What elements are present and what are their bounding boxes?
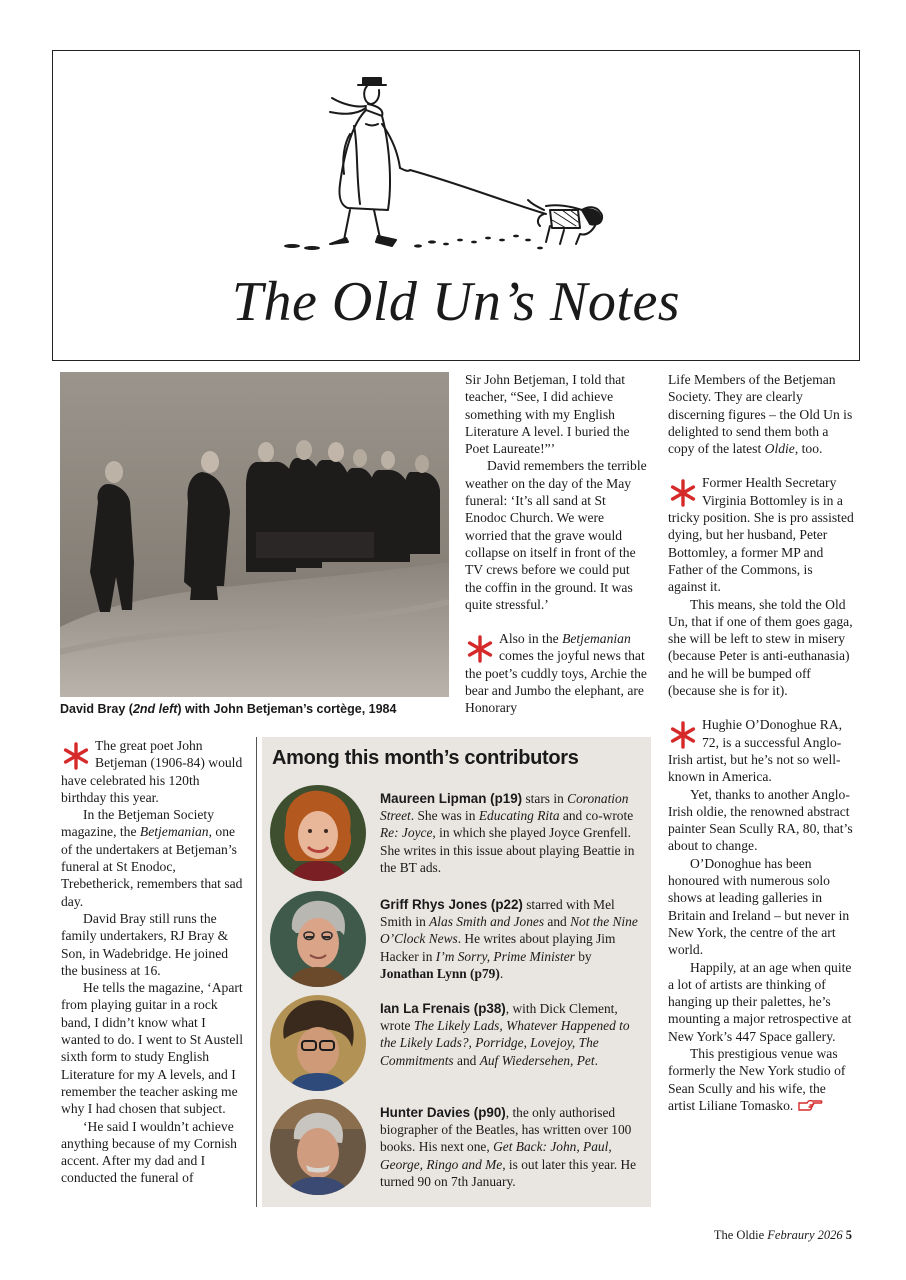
italic-text: Re: Joyce (380, 825, 433, 841)
col3-p8: This prestigious venue was formerly the New York studio of Sean Scully and his wife, the artist Liliane Tomasko. (668, 1045, 846, 1113)
page-number: 5 (845, 1228, 852, 1242)
contributors-box (262, 737, 651, 1207)
contributor-name: Hunter Davies (p90) (380, 1105, 506, 1120)
col1-p1: The great poet John Betjeman (1906-84) would have celebrated his 120th birthday this year. (61, 738, 243, 805)
text: , (523, 1035, 531, 1051)
col3-p4: Hughie O’Donoghue RA, 72, is a successful Anglo-Irish artist, but he’s not so well-known in America. (668, 717, 843, 785)
contributor-text (380, 1000, 645, 1069)
caption-rest: ) with John Betjeman’s cortège, 1984 (177, 702, 397, 716)
page-title: The Old Un’s Notes (231, 271, 681, 333)
col1-p2a: In the Betjeman Society magazine, the (61, 807, 214, 840)
col3-p1-italic: Oldie (764, 441, 795, 457)
text: starred with Mel Smith in (380, 897, 615, 930)
article-column-1 (61, 737, 245, 1187)
text: . She was in (410, 808, 479, 824)
article-column-2 (465, 371, 649, 717)
text: and co-wrote (559, 808, 634, 824)
photo-caption (60, 702, 460, 716)
pointing-hand-icon (797, 1098, 823, 1112)
avatar (270, 995, 366, 1091)
bold-text: Jonathan Lynn (p79) (380, 965, 500, 981)
old-un-walking-dog-illustration (270, 64, 630, 264)
italic-text: The Likely Lads, Whatever Happened to the Likely Lads?, Porridge (380, 1018, 630, 1051)
col1-p4: He tells the magazine, ‘Apart from playing guitar in a rock band, I didn’t know what I wanted to do. I went to St Austell sixth form to study English Literature for my A levels, and I remember the teacher asking me why I had chosen that subject. (61, 980, 243, 1117)
asterisk-icon (465, 632, 495, 666)
text: , the only authorised biographer of the Beatles, has written over 100 books. His next one, (380, 1105, 632, 1155)
avatar (270, 1099, 366, 1195)
col2-p2: David remembers the terrible weather on the day of the May funeral: ‘It’s all sand at St Enodoc Church. We were worried that the grave would collapse on itself in front of the TV crews before we could put the coffin in the ground. It was quite stressful.’ (465, 458, 647, 612)
footer-issue: Febraury 2026 (767, 1228, 843, 1242)
contributor-text (380, 790, 645, 876)
caption-name: David Bray ( (60, 702, 133, 716)
italic-text: Educating Rita (478, 808, 560, 824)
asterisk-icon (668, 718, 698, 752)
italic-text: Auf Wiedersehen, Pet (479, 1052, 595, 1068)
text: and (544, 914, 571, 930)
col3-p1b: , too. (794, 441, 823, 457)
avatar (270, 785, 366, 881)
col3-p5: Yet, thanks to another Anglo-Irish oldie, the renowned abstract painter Sean Scully RA, 80, that’s about to change. (668, 786, 853, 854)
contributor-name: Maureen Lipman (p19) (380, 791, 523, 806)
contributor-name: Griff Rhys Jones (p22) (380, 897, 523, 912)
caption-italic: 2nd left (132, 702, 178, 716)
page-footer (714, 1228, 852, 1243)
asterisk-icon (668, 476, 698, 510)
italic-text: Alas Smith and Jones (429, 914, 545, 930)
contributor-name: Ian La Frenais (p38) (380, 1001, 506, 1016)
italic-text: Lovejoy, The Commitments (380, 1035, 599, 1068)
italic-text: Coronation Street (380, 791, 629, 824)
col2-p3b: comes the joyful news that the poet’s cuddly toys, Archie the bear and Jumbo the elephant, are Honorary (465, 648, 647, 716)
text: . He writes about playing Jim Hacker in (380, 931, 616, 964)
col1-p2b: , one of the undertakers at Betjeman’s funeral at St Enodoc, Trebetherick, remembers that sad day. (61, 824, 243, 909)
col2-p3-italic: Betjemanian (562, 631, 631, 647)
col2-p3a: Also in the (499, 631, 563, 647)
col3-p6: O’Donoghue has been honoured with numerous solo shows at leading galleries in Britain and Ireland – but never in New York, the centre of the art world. (668, 855, 850, 958)
text: , with Dick Clement, wrote (380, 1001, 618, 1034)
text: , is out later this year. He turned 90 on 7th January. (380, 1156, 637, 1189)
masthead-rule (52, 360, 860, 361)
italic-text: Not the Nine O’Clock News (380, 914, 638, 947)
contributor-text (380, 1104, 645, 1190)
col1-p3: David Bray still runs the family undertakers, RJ Bray & Son, in Wadebridge. He joined the business at 16. (61, 910, 229, 978)
text: stars in (522, 791, 568, 806)
col2-p1: Sir John Betjeman, I told that teacher, “See, I did achieve something with my English Literature A level. I buried the Poet Laureate!”’ (465, 372, 630, 457)
text: . (499, 965, 504, 981)
betjeman-cortege-photo (60, 372, 449, 697)
text: . (594, 1052, 598, 1068)
italic-text: Get Back: John, Paul, George, Ringo and Me (380, 1139, 612, 1172)
text: and (453, 1052, 480, 1068)
avatar (270, 891, 366, 987)
text: , in which she played Joyce Grenfell. She writes in this issue about playing Beattie in the BT ads. (380, 825, 635, 875)
col3-p2: Former Health Secretary Virginia Bottomley is in a tricky position. She is pro assisted dying, but her husband, Peter Bottomley, a former MP and Father of the Commons, is against it. (668, 475, 854, 595)
col1-p2-italic: Betjemanian (139, 824, 209, 840)
footer-magazine: The Oldie (713, 1228, 768, 1242)
col3-p7: Happily, at an age when quite a lot of artists are thinking of hanging up their palettes, he’s mounting a major retrospective at New York’s 447 Space gallery. (668, 959, 852, 1044)
text: by (574, 948, 592, 964)
col1-p5: ‘He said I wouldn’t achieve anything because of my Cornish accent. After my dad and I conducted the funeral of (61, 1118, 237, 1186)
italic-text: I’m Sorry, Prime Minister (435, 948, 575, 964)
article-column-3 (668, 371, 854, 1114)
col3-p3: This means, she told the Old Un, that if one of them goes gaga, she will be left to stew in misery (because Peter is anti-euthanasia) and he will be bumped off (because she is for it). (668, 596, 853, 699)
column-divider (256, 737, 257, 1207)
contributors-heading: Among this month’s contributors (272, 747, 579, 769)
asterisk-icon (61, 739, 91, 773)
col3-p1a: Life Members of the Betjeman Society. They are clearly discerning figures – the Old Un is delighted to send them both a copy of the latest (668, 372, 853, 457)
contributor-text (380, 896, 645, 982)
